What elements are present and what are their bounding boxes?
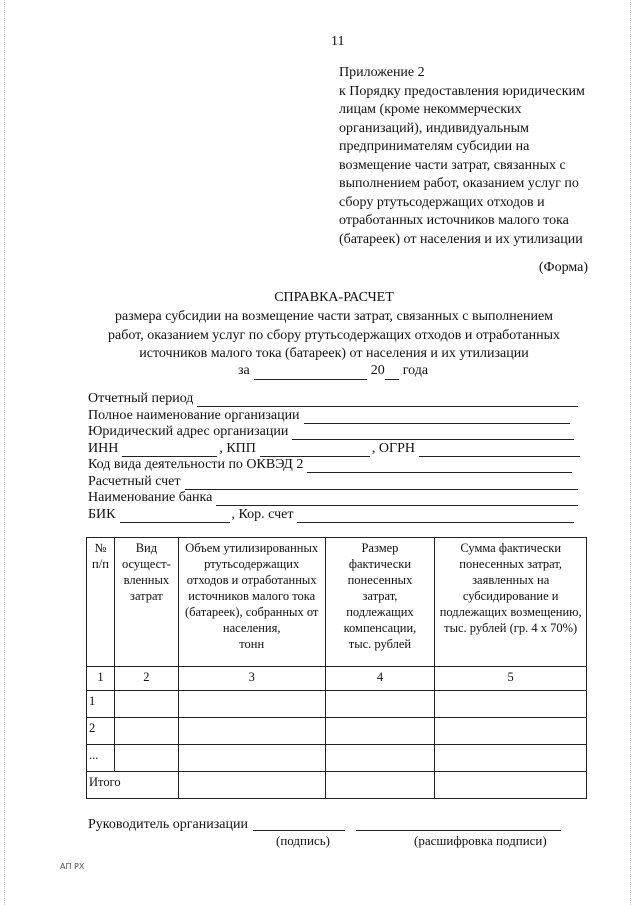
- field-bik-corr: [88, 507, 574, 523]
- bik-input[interactable]: [120, 510, 230, 523]
- field-okved: [88, 457, 572, 473]
- table-row: [87, 745, 587, 772]
- field-label: Юридический адрес организации: [88, 424, 289, 439]
- table-cell[interactable]: [435, 691, 587, 718]
- field-reporting-period: [88, 391, 578, 407]
- table-cell[interactable]: [325, 691, 435, 718]
- header-cell-costs: Размер фактически понесенных затрат, подлежащих компенсации, тыс. рублей: [325, 538, 435, 667]
- table-cell[interactable]: [435, 718, 587, 745]
- signature-decode-input[interactable]: [356, 829, 561, 831]
- table-row: [87, 718, 587, 745]
- subtitle-line: источников малого тока (батареек) от населения и их утилизации: [139, 346, 529, 361]
- table-cell[interactable]: [114, 718, 178, 745]
- bank-name-input[interactable]: [216, 493, 578, 506]
- total-label: Итого: [87, 772, 179, 799]
- field-label: Код вида деятельности по ОКВЭД 2: [88, 457, 304, 472]
- appendix-line: выполнением работ, оказанием услуг по: [339, 176, 579, 191]
- row-number: ...: [87, 745, 115, 772]
- corr-account-label: , Кор. счет: [231, 506, 294, 522]
- appendix-line: предпринимателям субсидии на: [339, 139, 530, 154]
- field-label: Полное наименование организации: [88, 407, 300, 423]
- field-full-name: [88, 408, 570, 424]
- inn-input[interactable]: [122, 444, 217, 457]
- full-name-input[interactable]: [304, 411, 570, 424]
- form-label: (Форма): [538, 260, 588, 275]
- table-cell[interactable]: [178, 691, 325, 718]
- header-cell-volume: Объем утилизированных ртутьсодержащих отходов и отработанных источников малого тока (батареек), собранных от населения, тонн: [178, 538, 325, 667]
- column-number: 5: [435, 667, 587, 691]
- year-suffix: года: [402, 363, 429, 378]
- table-cell[interactable]: [435, 772, 587, 799]
- header-cell-number: № п/п: [87, 538, 115, 667]
- appendix-line: возмещение части затрат, связанных с: [339, 157, 566, 173]
- field-label: Расчетный счет: [88, 473, 181, 489]
- table-cell[interactable]: [114, 691, 178, 718]
- header-cell-type: Вид осущест- вленных затрат: [114, 538, 178, 667]
- appendix-line: организаций), индивидуальным: [339, 120, 529, 136]
- year-input[interactable]: [385, 366, 399, 380]
- field-label: Отчетный период: [88, 391, 194, 406]
- table-cell[interactable]: [325, 718, 435, 745]
- appendix-line: сбору ртутьсодержащих отходов и: [339, 194, 545, 210]
- table-cell[interactable]: [178, 718, 325, 745]
- appendix-line: отработанных источников малого тока: [339, 213, 569, 228]
- table-header-row: [87, 538, 587, 667]
- field-account: [88, 474, 578, 490]
- page-number: 11: [331, 34, 345, 49]
- table-cell[interactable]: [178, 745, 325, 772]
- table-cell[interactable]: [435, 745, 587, 772]
- total-row: [87, 772, 587, 799]
- column-number: 3: [178, 667, 325, 691]
- calculation-table: [86, 537, 587, 799]
- table-cell[interactable]: [325, 745, 435, 772]
- appendix-line: Приложение 2: [339, 65, 425, 80]
- appendix-line: (батареек) от населения и их утилизации: [339, 231, 583, 247]
- table-row: [87, 691, 587, 718]
- kpp-input[interactable]: [260, 444, 370, 457]
- legal-address-input[interactable]: [292, 427, 574, 440]
- field-bank-name: [88, 490, 578, 506]
- footer-mark: АП РХ: [60, 862, 85, 871]
- kpp-label: , КПП: [219, 440, 256, 456]
- signature-label: Руководитель организации: [88, 817, 248, 832]
- reporting-period-input[interactable]: [197, 394, 578, 407]
- appendix-line: к Порядку предоставления юридическим: [339, 83, 585, 99]
- subtitle-line: размера субсидии на возмещение части затрат, связанных с выполнением: [114, 309, 554, 324]
- table-cell[interactable]: [178, 772, 325, 799]
- ogrn-input[interactable]: [419, 444, 580, 457]
- header-cell-subsidy: Сумма фактически понесенных затрат, заявленных на субсидирование и подлежащих возмещению, тыс. рублей (гр. 4 х 70%): [435, 538, 587, 667]
- account-input[interactable]: [185, 477, 578, 490]
- period-input[interactable]: [254, 366, 367, 380]
- column-number: 4: [325, 667, 435, 691]
- field-legal-address: [88, 424, 574, 440]
- inn-label: ИНН: [88, 440, 119, 456]
- scan-edge-left: [4, 0, 6, 905]
- subtitle-line: работ, оказанием услуг по сбору ртутьсодержащих отходов и отработанных: [107, 328, 560, 343]
- row-number: 2: [87, 718, 115, 745]
- field-label: Наименование банка: [88, 490, 213, 505]
- bik-label: БИК: [88, 506, 116, 522]
- signature-input[interactable]: [253, 829, 345, 831]
- scan-edge-right: [630, 0, 632, 905]
- field-inn-kpp-ogrn: [88, 441, 580, 457]
- table-cell[interactable]: [325, 772, 435, 799]
- signature-caption: (подпись): [276, 833, 330, 848]
- column-number: 1: [87, 667, 115, 691]
- period-prefix: за: [238, 363, 250, 378]
- period-line: [238, 362, 428, 380]
- document-title: СПРАВКА-РАСЧЕТ: [274, 290, 394, 305]
- appendix-line: лицам (кроме некоммерческих: [339, 102, 522, 117]
- column-number-row: [87, 667, 587, 691]
- corr-account-input[interactable]: [297, 510, 574, 523]
- row-number: 1: [87, 691, 115, 718]
- year-prefix: 20: [370, 363, 385, 378]
- column-number: 2: [114, 667, 178, 691]
- okved-input[interactable]: [307, 460, 572, 473]
- ogrn-label: , ОГРН: [371, 440, 416, 456]
- signature-decode-caption: (расшифровка подписи): [414, 833, 547, 848]
- table-cell[interactable]: [114, 745, 178, 772]
